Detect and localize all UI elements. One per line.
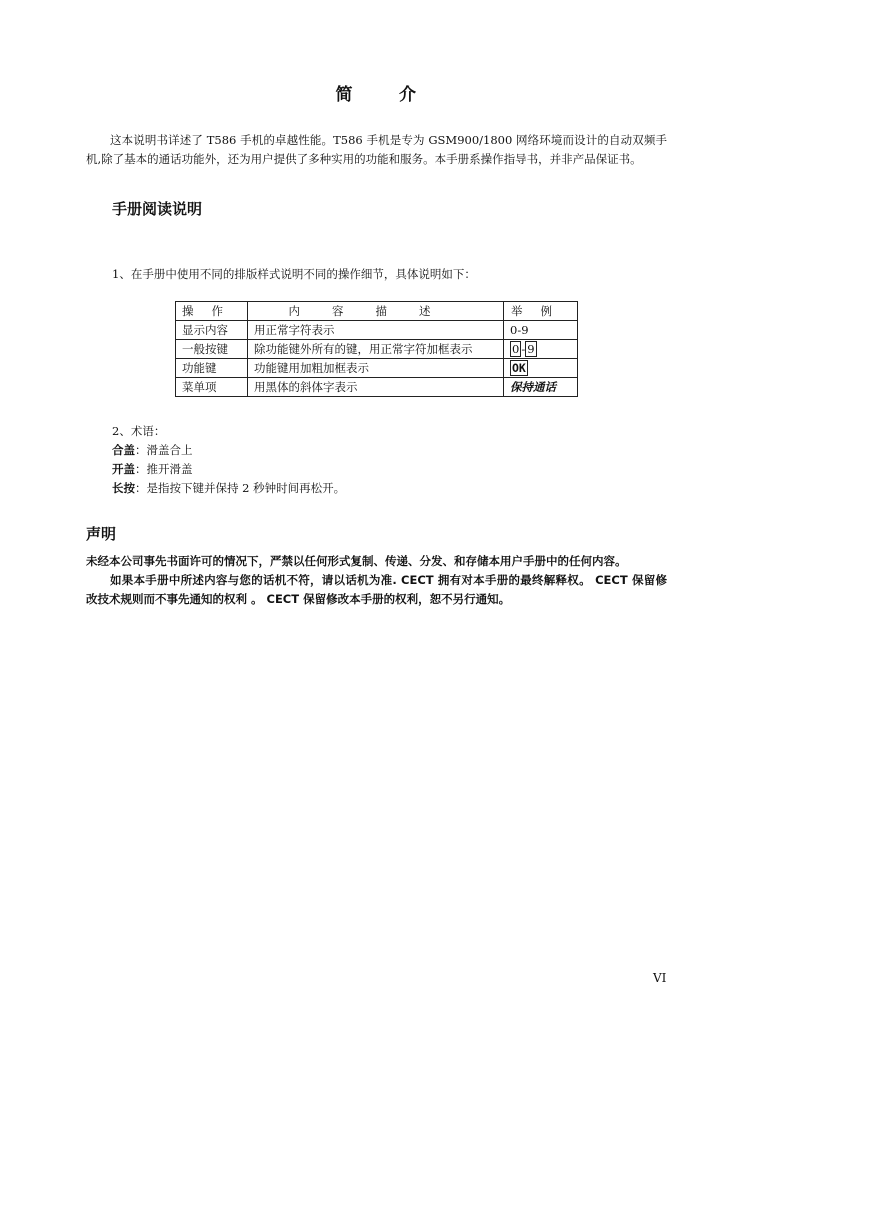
- intro-paragraph: 这本说明书详述了 T586 手机的卓越性能。T586 手机是专为 GSM900/1800 网络环境而设计的自动双频手机,除了基本的通话功能外，还为用户提供了多种实用的功能和服务。本手册系操作指导书，并非产品保证书。: [86, 133, 667, 166]
- table-row: [176, 340, 578, 359]
- title-char-1: 简: [335, 85, 353, 105]
- header-operation: 操作: [176, 302, 248, 321]
- terms-heading: 2、术语：: [112, 424, 166, 438]
- cell-desc: 除功能键外所有的键，用正常字符加框表示: [248, 340, 504, 359]
- cell-example: 0-9: [504, 321, 578, 340]
- cell-desc: 用正常字符表示: [248, 321, 504, 340]
- term-definition: ：滑盖合上: [135, 443, 193, 457]
- table-row: [176, 359, 578, 378]
- cell-op: 菜单项: [176, 378, 248, 397]
- statement-heading: 声明: [86, 525, 117, 543]
- term-definition: ：推开滑盖: [135, 462, 193, 476]
- table-row: [176, 321, 578, 340]
- cell-desc: 用黑体的斜体字表示: [248, 378, 504, 397]
- term-item: [112, 441, 345, 460]
- table-row: [176, 378, 578, 397]
- header-description: 内容描述: [248, 302, 504, 321]
- statement-paragraph-1: 未经本公司事先书面许可的情况下，严禁以任何形式复制、传递、分发、和存储本用户手册中的任何内容。: [86, 554, 627, 568]
- cell-op: 显示内容: [176, 321, 248, 340]
- term-item: [112, 479, 345, 498]
- table-header-row: [176, 302, 578, 321]
- style-table: [175, 301, 578, 397]
- example-menu-item: 保持通话: [510, 380, 556, 394]
- page-title: [0, 80, 752, 105]
- example-ok-key: OK: [512, 361, 526, 375]
- term-label: 开盖: [112, 462, 135, 476]
- manual-reading-heading: 手册阅读说明: [112, 200, 203, 218]
- term-definition: ：是指按下键并保持 2 秒钟时间再松开。: [135, 481, 346, 495]
- title-char-2: 介: [399, 85, 417, 105]
- cell-example: [504, 359, 578, 378]
- cell-example: 0 - 9: [504, 340, 578, 359]
- cell-example: [504, 378, 578, 397]
- header-example: 举例: [504, 302, 578, 321]
- example-key-0: 0: [512, 342, 520, 356]
- statement-body: [86, 552, 667, 609]
- term-label: 合盖: [112, 443, 135, 457]
- terms-section: [112, 422, 345, 498]
- cell-desc: 功能键用加粗加框表示: [248, 359, 504, 378]
- example-key-9: 9: [527, 342, 535, 356]
- statement-paragraph-2: 如果本手册中所述内容与您的话机不符，请以话机为准. CECT 拥有对本手册的最终解释权。 CECT 保留修改技术规则而不事先通知的权利 。 CECT 保留修改本手册的权利，恕不另行通知。: [86, 573, 667, 606]
- style-note-paragraph: 1、在手册中使用不同的排版样式说明不同的操作细节，具体说明如下：: [112, 267, 476, 281]
- cell-op: 一般按键: [176, 340, 248, 359]
- page-number: VI: [653, 971, 667, 985]
- term-item: [112, 460, 345, 479]
- term-label: 长按: [112, 481, 135, 495]
- cell-op: 功能键: [176, 359, 248, 378]
